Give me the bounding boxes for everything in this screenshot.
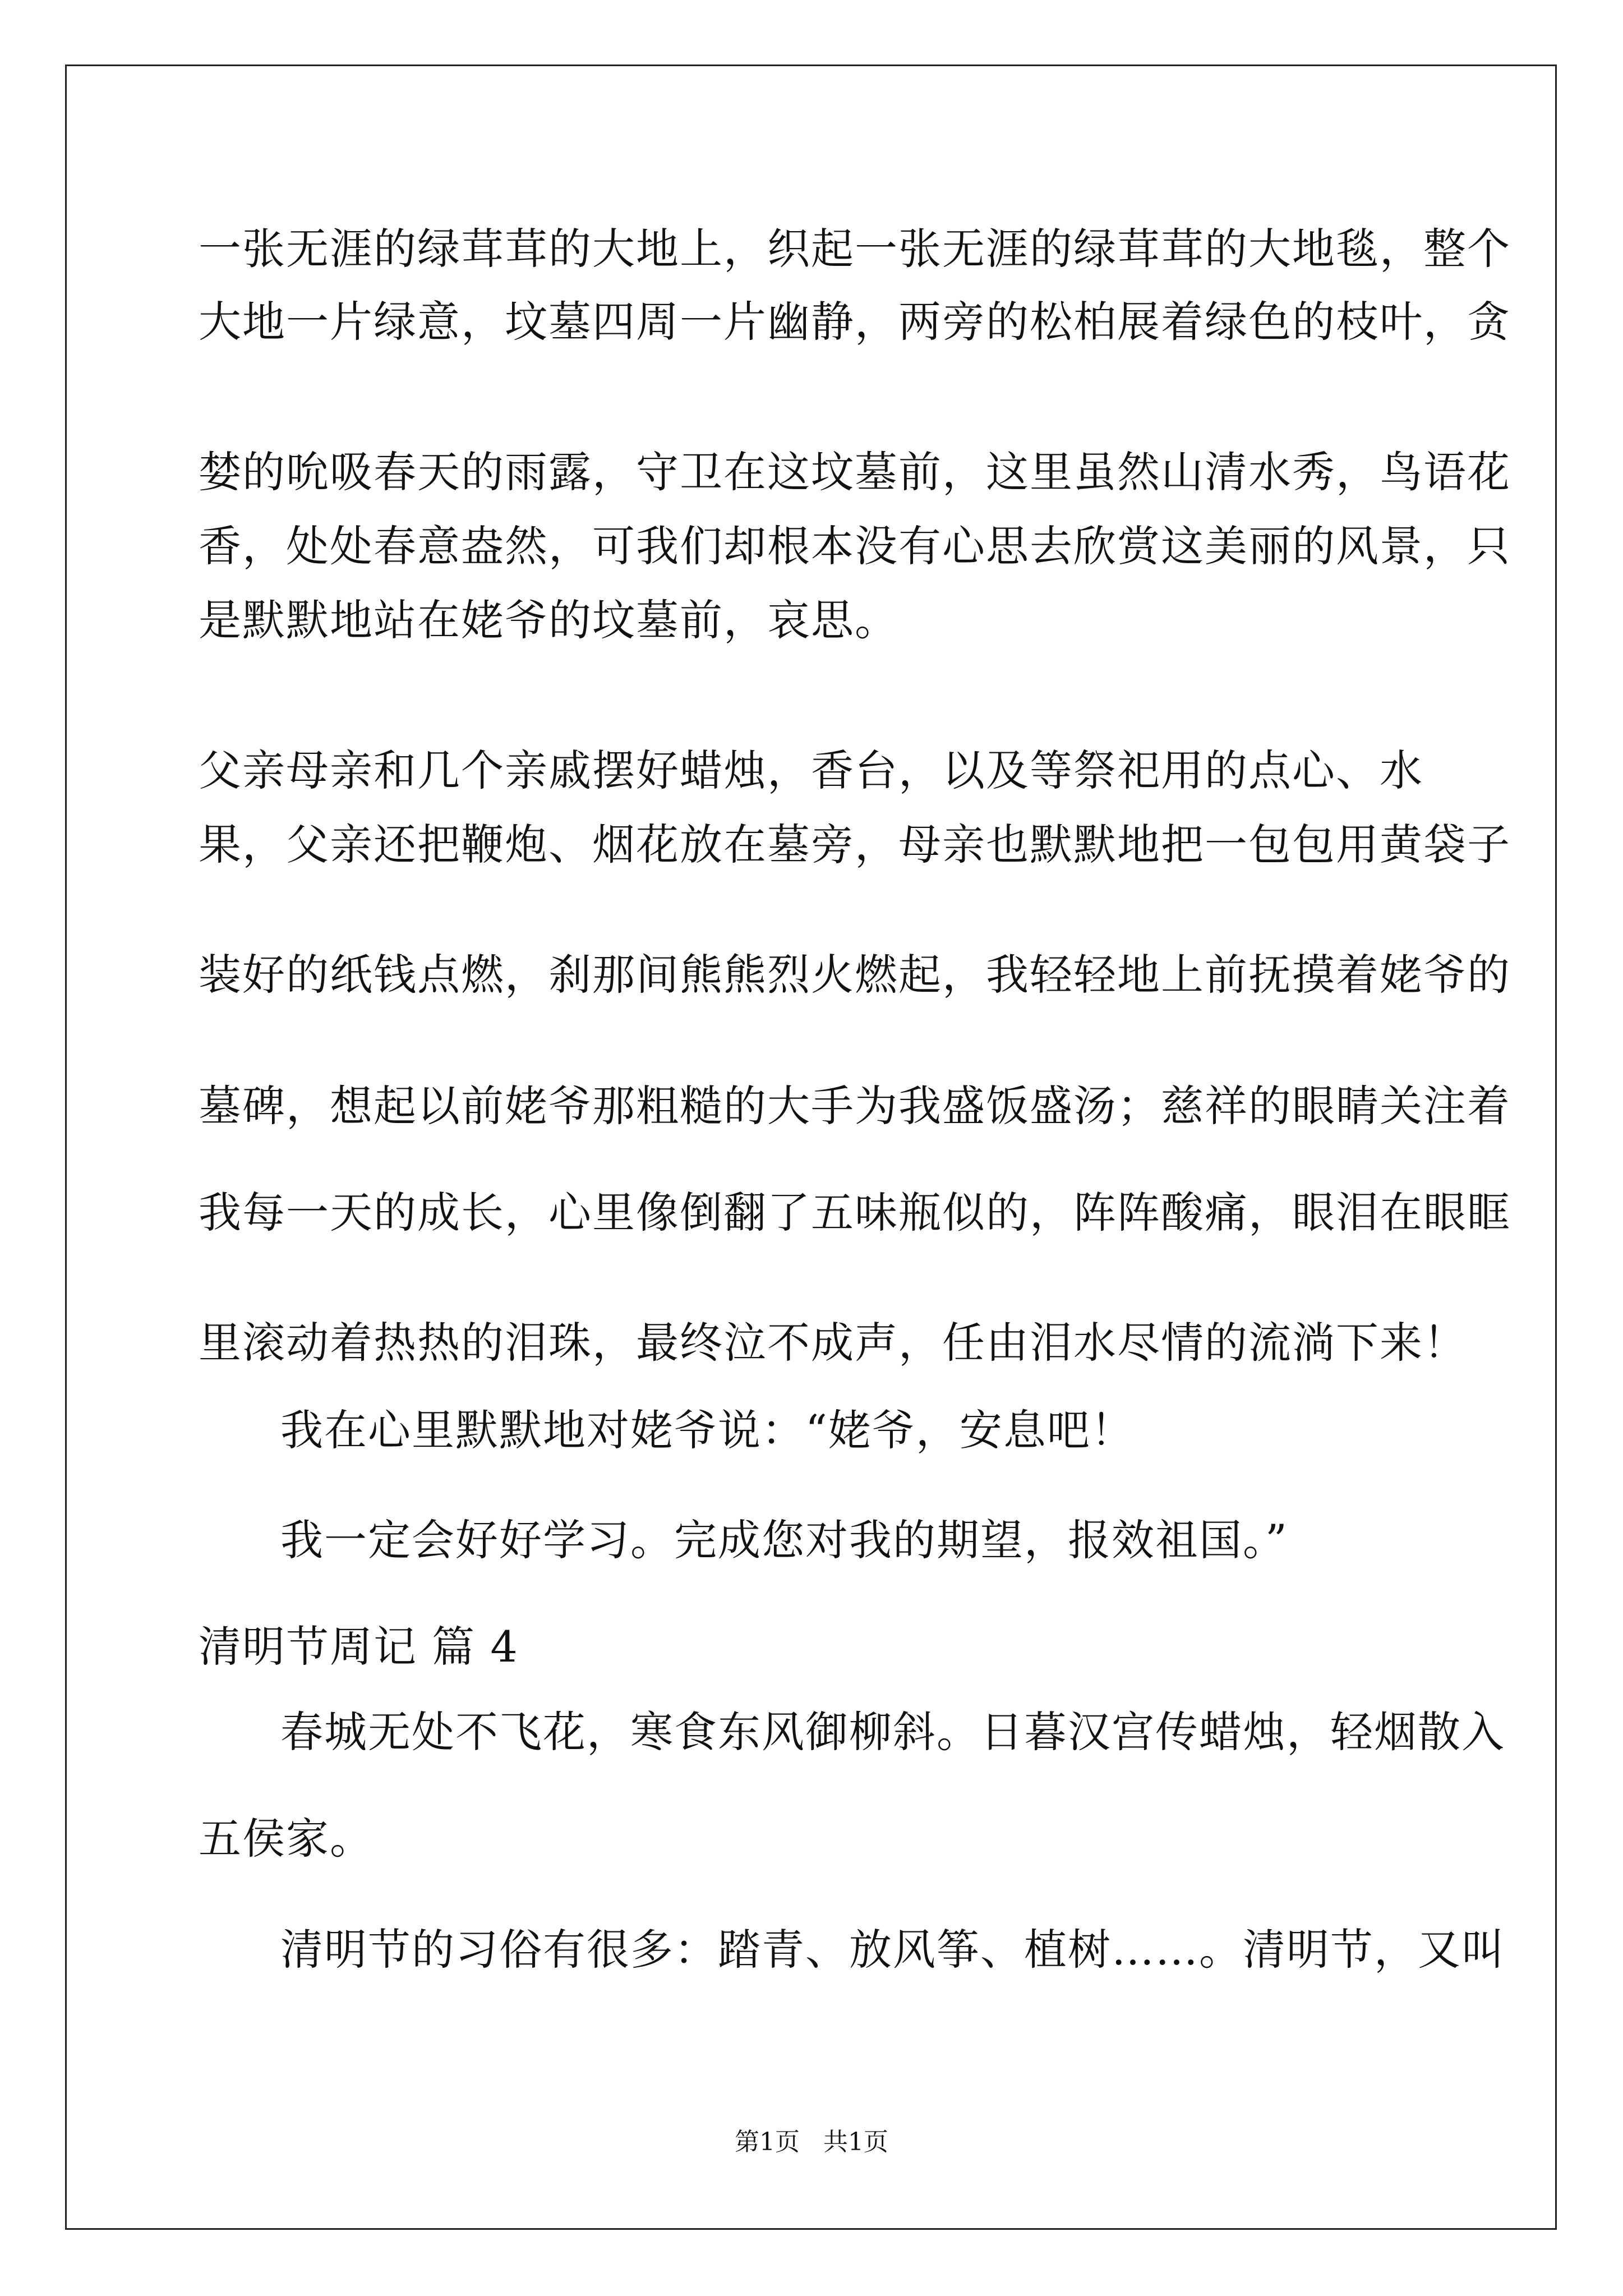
paragraph-line: 清明节的习俗有很多：踏青、放风筝、植树……。清明节，又叫 — [280, 1925, 1505, 1975]
paragraph-line: 墓碑，想起以前姥爷那粗糙的大手为我盛饭盛汤；慈祥的眼睛关注着 — [199, 1081, 1511, 1131]
section-heading: 清明节周记 篇 4 — [199, 1622, 519, 1672]
paragraph-line: 大地一片绿意，坟墓四周一片幽静，两旁的松柏展着绿色的枝叶，贪 — [199, 297, 1511, 347]
paragraph-line: 我每一天的成长，心里像倒翻了五味瓶似的，阵阵酸痛，眼泪在眼眶 — [199, 1188, 1511, 1237]
page-number-footer: 第1页 共1页 — [735, 2128, 888, 2156]
paragraph-line: 香，处处春意盎然，可我们却根本没有心思去欣赏这美丽的风景，只 — [199, 521, 1511, 571]
paragraph-line: 果，父亲还把鞭炮、烟花放在墓旁，母亲也默默地把一包包用黄袋子 — [199, 820, 1511, 869]
paragraph-line: 婪的吮吸春天的雨露，守卫在这坟墓前，这里虽然山清水秀，鸟语花 — [199, 447, 1511, 497]
paragraph-line: 是默默地站在姥爷的坟墓前，哀思。 — [199, 595, 898, 645]
paragraph-line: 我一定会好好学习。完成您对我的期望，报效祖国。” — [280, 1515, 1288, 1565]
paragraph-line: 一张无涯的绿茸茸的大地上，织起一张无涯的绿茸茸的大地毯，整个 — [199, 224, 1511, 274]
paragraph-line: 装好的纸钱点燃，刹那间熊熊烈火燃起，我轻轻地上前抚摸着姥爷的 — [199, 950, 1511, 1000]
paragraph-line: 父亲母亲和几个亲戚摆好蜡烛，香台，以及等祭祀用的点心、水 — [199, 746, 1423, 795]
paragraph-line: 五侯家。 — [199, 1814, 374, 1864]
paragraph-line: 我在心里默默地对姥爷说：“姥爷，安息吧！ — [280, 1405, 1135, 1455]
page-border — [65, 65, 1557, 2230]
paragraph-line: 里滚动着热热的泪珠，最终泣不成声，任由泪水尽情的流淌下来！ — [199, 1318, 1467, 1368]
paragraph-line: 春城无处不飞花，寒食东风御柳斜。日暮汉宫传蜡烛，轻烟散入 — [280, 1707, 1505, 1757]
